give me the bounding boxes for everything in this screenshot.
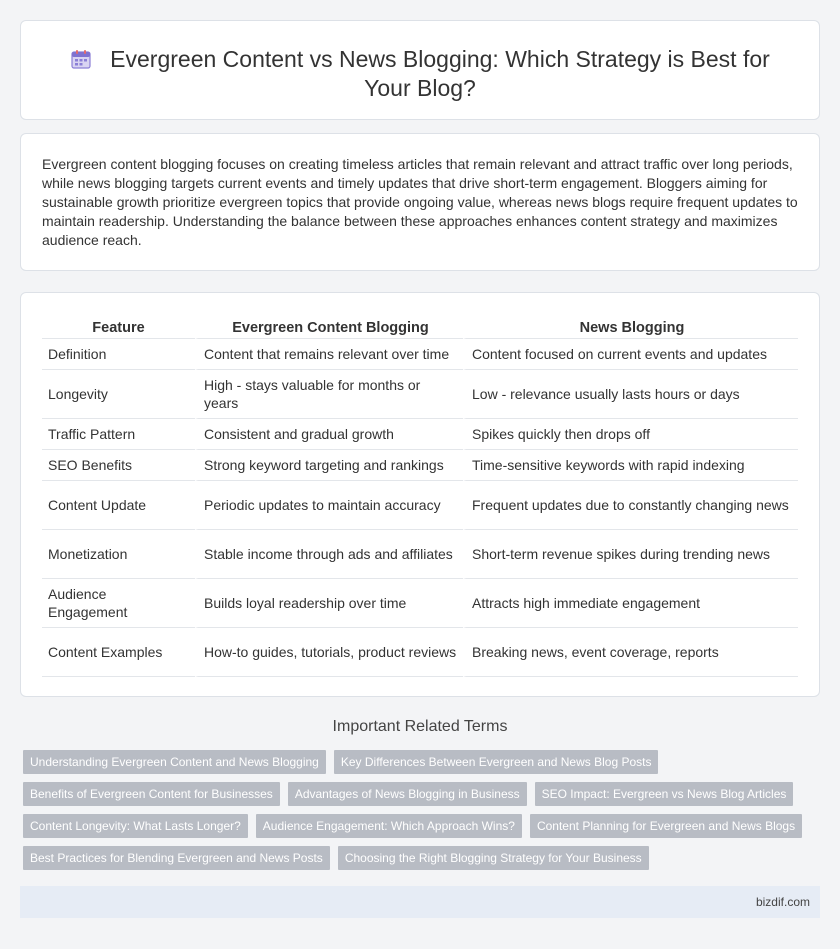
page-title-wrap [61,45,779,103]
cell-evergreen: Periodic updates to maintain accuracy [195,481,463,530]
cell-feature: Traffic Pattern [42,419,195,450]
cell-news: Spikes quickly then drops off [463,419,798,450]
header-feature: Feature [42,315,195,339]
table-row [42,530,798,579]
cell-news: Content focused on current events and updates [463,339,798,370]
related-term-link[interactable]: SEO Impact: Evergreen vs News Blog Articles [535,782,794,806]
intro-card [20,133,820,271]
related-term-link[interactable]: Content Planning for Evergreen and News Blogs [530,814,802,838]
related-term-link[interactable]: Audience Engagement: Which Approach Wins? [256,814,522,838]
cell-evergreen: Stable income through ads and affiliates [195,530,463,579]
comparison-table [42,315,798,677]
header-evergreen: Evergreen Content Blogging [195,315,463,339]
table-row [42,481,798,530]
related-terms-list [23,750,823,878]
table-row [42,450,798,481]
cell-feature: Monetization [42,530,195,579]
related-term-link[interactable]: Understanding Evergreen Content and News Blogging [23,750,326,774]
related-term-link[interactable]: Choosing the Right Blogging Strategy for Your Business [338,846,649,870]
cell-news: Breaking news, event coverage, reports [463,628,798,677]
cell-evergreen: Builds loyal readership over time [195,579,463,628]
header-news: News Blogging [463,315,798,339]
footer-site-link[interactable]: bizdif.com [755,895,810,909]
title-card [20,20,820,120]
tag-row [23,846,823,870]
cell-news: Attracts high immediate engagement [463,579,798,628]
cell-news: Short-term revenue spikes during trending news [463,530,798,579]
related-terms-heading: Important Related Terms [332,718,508,735]
related-term-link[interactable]: Benefits of Evergreen Content for Businesses [23,782,280,806]
table-row [42,370,798,419]
footer [20,886,820,918]
table-row [42,419,798,450]
cell-feature: Longevity [42,370,195,419]
cell-news: Frequent updates due to constantly changing news [463,481,798,530]
cell-evergreen: How-to guides, tutorials, product reviews [195,628,463,677]
related-term-link[interactable]: Key Differences Between Evergreen and News Blog Posts [334,750,659,774]
cell-evergreen: Consistent and gradual growth [195,419,463,450]
related-term-link[interactable]: Advantages of News Blogging in Business [288,782,527,806]
related-term-link[interactable]: Best Practices for Blending Evergreen and News Posts [23,846,330,870]
cell-evergreen: High - stays valuable for months or years [195,370,463,419]
cell-evergreen: Strong keyword targeting and rankings [195,450,463,481]
cell-feature: SEO Benefits [42,450,195,481]
table-row [42,579,798,628]
intro-paragraph: Evergreen content blogging focuses on creating timeless articles that remain relevant and attract traffic over long periods, while news blogging targets current events and timely updates that drive short-term engagement. Bloggers aiming for sustainable growth prioritize evergreen topics that provide ongoing value, whereas news blogs require frequent updates to maintain readership. Understanding the balance between these approaches enhances content strategy and maximizes audience reach. [42,156,798,248]
cell-news: Time-sensitive keywords with rapid indexing [463,450,798,481]
calendar-icon [70,48,92,70]
cell-news: Low - relevance usually lasts hours or days [463,370,798,419]
table-row [42,339,798,370]
cell-feature: Definition [42,339,195,370]
tag-row [23,814,823,838]
table-header-row [42,315,798,339]
related-term-link[interactable]: Content Longevity: What Lasts Longer? [23,814,248,838]
comparison-card [20,292,820,697]
page-title: Evergreen Content vs News Blogging: Which Strategy is Best for Your Blog? [110,46,770,101]
cell-feature: Audience Engagement [42,579,195,628]
tag-row [23,750,823,774]
cell-feature: Content Update [42,481,195,530]
cell-evergreen: Content that remains relevant over time [195,339,463,370]
table-row [42,628,798,677]
cell-feature: Content Examples [42,628,195,677]
tag-row [23,782,823,806]
